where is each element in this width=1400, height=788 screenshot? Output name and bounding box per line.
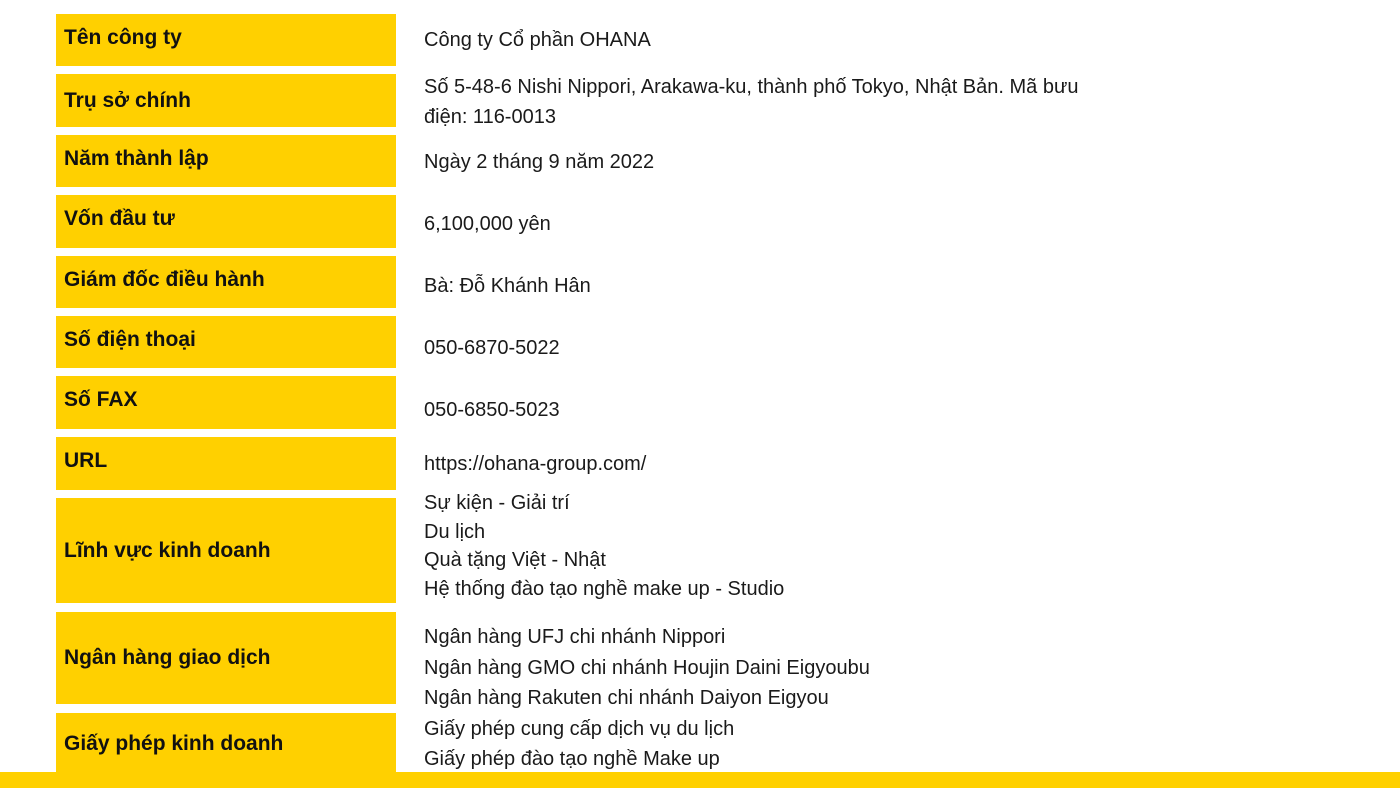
- value-line: điện: 116-0013: [424, 106, 556, 128]
- label-text: Năm thành lập: [64, 147, 209, 170]
- label-phone: [56, 316, 396, 368]
- value-line: Giấy phép cung cấp dịch vụ du lịch: [424, 718, 735, 740]
- value-business-field: [424, 489, 1204, 603]
- value-line: Sự kiện - Giải trí: [424, 492, 570, 514]
- value-line: 6,100,000 yên: [424, 213, 551, 235]
- value-founded: [424, 147, 1204, 177]
- label-text: Số FAX: [64, 388, 138, 411]
- value-line: 050-6870-5022: [424, 337, 560, 359]
- value-phone: [424, 333, 1204, 363]
- value-banks: [424, 622, 1204, 714]
- label-company-name: [56, 14, 396, 66]
- value-line: Giấy phép đào tạo nghề Make up: [424, 748, 720, 770]
- value-fax: [424, 395, 1204, 425]
- value-url: [424, 449, 1204, 479]
- value-line: https://ohana-group.com/: [424, 453, 647, 475]
- value-line: 050-6850-5023: [424, 399, 560, 421]
- value-line: Du lịch: [424, 520, 486, 543]
- label-text: Tên công ty: [64, 26, 182, 49]
- label-founded: [56, 135, 396, 187]
- label-text: Giấy phép kinh doanh: [64, 732, 284, 755]
- label-text: Vốn đầu tư: [64, 207, 175, 230]
- label-text: Giám đốc điều hành: [64, 268, 265, 291]
- label-url: [56, 437, 396, 490]
- value-line: Ngân hàng Rakuten chi nhánh Daiyon Eigyou: [424, 687, 829, 709]
- value-line: Hệ thống đào tạo nghề make up - Studio: [424, 577, 785, 600]
- value-line: Quà tặng Việt - Nhật: [424, 549, 606, 571]
- value-capital: [424, 209, 1204, 239]
- label-licenses: [56, 713, 396, 775]
- label-fax: [56, 376, 396, 429]
- label-banks: [56, 612, 396, 704]
- label-capital: [56, 195, 396, 248]
- value-ceo: [424, 271, 1204, 301]
- value-line: Ngày 2 tháng 9 năm 2022: [424, 151, 655, 173]
- value-line: Công ty Cổ phần OHANA: [424, 29, 651, 51]
- label-headquarters: [56, 74, 396, 127]
- value-line: Ngân hàng UFJ chi nhánh Nippori: [424, 626, 726, 648]
- value-line: Bà: Đỗ Khánh Hân: [424, 275, 591, 297]
- value-line: Số 5-48-6 Nishi Nippori, Arakawa-ku, thành phố Tokyo, Nhật Bản. Mã bưu: [424, 76, 1079, 98]
- bottom-accent-bar: [0, 772, 1400, 788]
- label-text: Lĩnh vực kinh doanh: [64, 538, 271, 562]
- label-text: URL: [64, 449, 108, 472]
- label-business-field: [56, 498, 396, 603]
- label-ceo: [56, 256, 396, 308]
- value-headquarters: [424, 72, 1204, 132]
- label-text: Số điện thoại: [64, 328, 196, 351]
- label-text: Ngân hàng giao dịch: [64, 646, 271, 669]
- label-text: Trụ sở chính: [64, 88, 191, 112]
- value-company-name: [424, 25, 1204, 55]
- value-licenses: [424, 714, 1204, 774]
- value-line: Ngân hàng GMO chi nhánh Houjin Daini Eigyoubu: [424, 656, 870, 679]
